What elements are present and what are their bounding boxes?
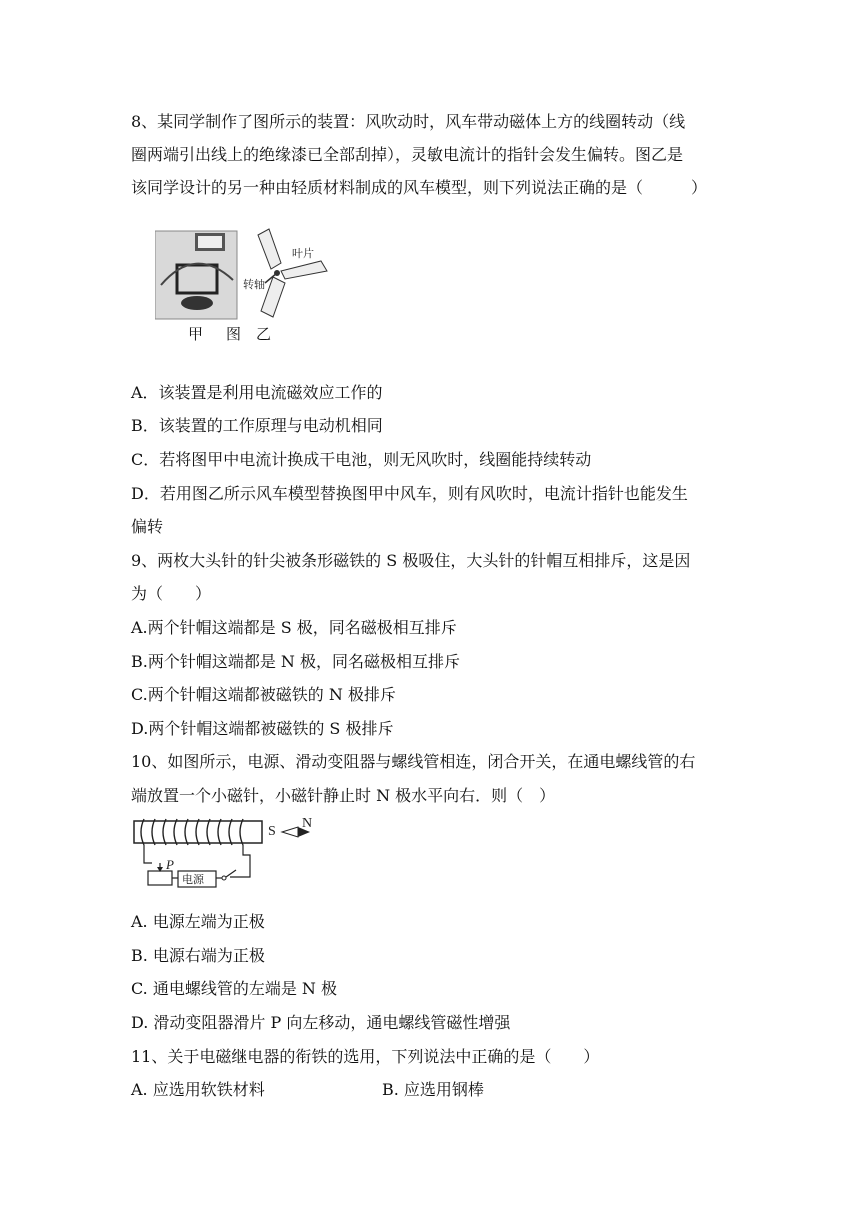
- solenoid-coil: [141, 819, 243, 845]
- q9-option-a: A.两个针帽这端都是 S 极，同名磁极相互排斥: [131, 618, 457, 637]
- q10-stem-line1: 10、如图所示，电源、滑动变阻器与螺线管相连，闭合开关，在通电螺线管的右: [131, 752, 696, 771]
- q10-option-b: B. 电源右端为正极: [131, 946, 265, 965]
- q9-stem-line1: 9、两枚大头针的针尖被条形磁铁的 S 极吸住，大头针的针帽互相排斥，这是因: [131, 551, 691, 570]
- label-zhuanzhou: 转轴: [243, 279, 265, 291]
- q11-stem-line1: 11、关于电磁继电器的衔铁的选用，下列说法中正确的是（ ）: [131, 1047, 600, 1066]
- q11-option-b: B. 应选用钢棒: [382, 1080, 484, 1099]
- caption-jia: 甲: [188, 325, 204, 343]
- q8-stem-line1: 8、某同学制作了图所示的装置：风吹动时，风车带动磁体上方的线圈转动（线: [131, 112, 686, 131]
- q8-stem-line2: 圈两端引出线上的绝缘漆已全部刮掉），灵敏电流计的指针会发生偏转。图乙是: [131, 145, 684, 164]
- label-yepian: 叶片: [292, 248, 314, 260]
- magnet-shape: [181, 296, 213, 310]
- switch-shape: [222, 876, 226, 880]
- q10-option-a: A. 电源左端为正极: [131, 912, 265, 931]
- galvanometer-dial: [198, 236, 222, 248]
- label-p: P: [166, 857, 174, 872]
- q10-stem-line2: 端放置一个小磁针，小磁针静止时 N 极水平向右．则（ ）: [131, 786, 556, 805]
- q8-option-d: D．若用图乙所示风车模型替换图甲中风车，则有风吹时，电流计指针也能发生: [131, 484, 688, 503]
- caption-tu: 图: [226, 325, 242, 343]
- q8-stem-line3: 该同学设计的另一种由轻质材料制成的风车模型，则下列说法正确的是（ ）: [131, 178, 708, 197]
- q8-option-c: C．若将图甲中电流计换成干电池，则无风吹时，线圈能持续转动: [131, 450, 592, 469]
- q9-option-d: D.两个针帽这端都被磁铁的 S 极排斥: [131, 719, 394, 738]
- q10-option-c: C. 通电螺线管的左端是 N 极: [131, 979, 338, 998]
- label-s: S: [268, 824, 276, 839]
- label-power-source: 电源: [182, 874, 204, 886]
- q9-option-c: C.两个针帽这端都被磁铁的 N 极排斥: [131, 685, 396, 704]
- q9-stem-line2: 为（ ）: [131, 584, 212, 603]
- q9-option-b: B.两个针帽这端都是 N 极，同名磁极相互排斥: [131, 652, 461, 671]
- rheostat-shape: [148, 871, 172, 885]
- wire-left: [144, 845, 152, 863]
- q10-option-d: D. 滑动变阻器滑片 P 向左移动，通电螺线管磁性增强: [131, 1013, 511, 1032]
- q10-figure: [130, 815, 320, 900]
- q8-figure: [155, 225, 340, 325]
- needle-s-half: [282, 827, 298, 837]
- caption-yi: 乙: [256, 325, 272, 343]
- label-n: N: [302, 816, 313, 831]
- q8-option-a: A．该装置是利用电流磁效应工作的: [131, 383, 383, 402]
- q11-option-a: A. 应选用软铁材料: [131, 1080, 265, 1099]
- q8-option-d-cont: 偏转: [131, 517, 164, 536]
- figure-yi-windmill: [258, 229, 327, 317]
- q8-option-b: B．该装置的工作原理与电动机相同: [131, 416, 383, 435]
